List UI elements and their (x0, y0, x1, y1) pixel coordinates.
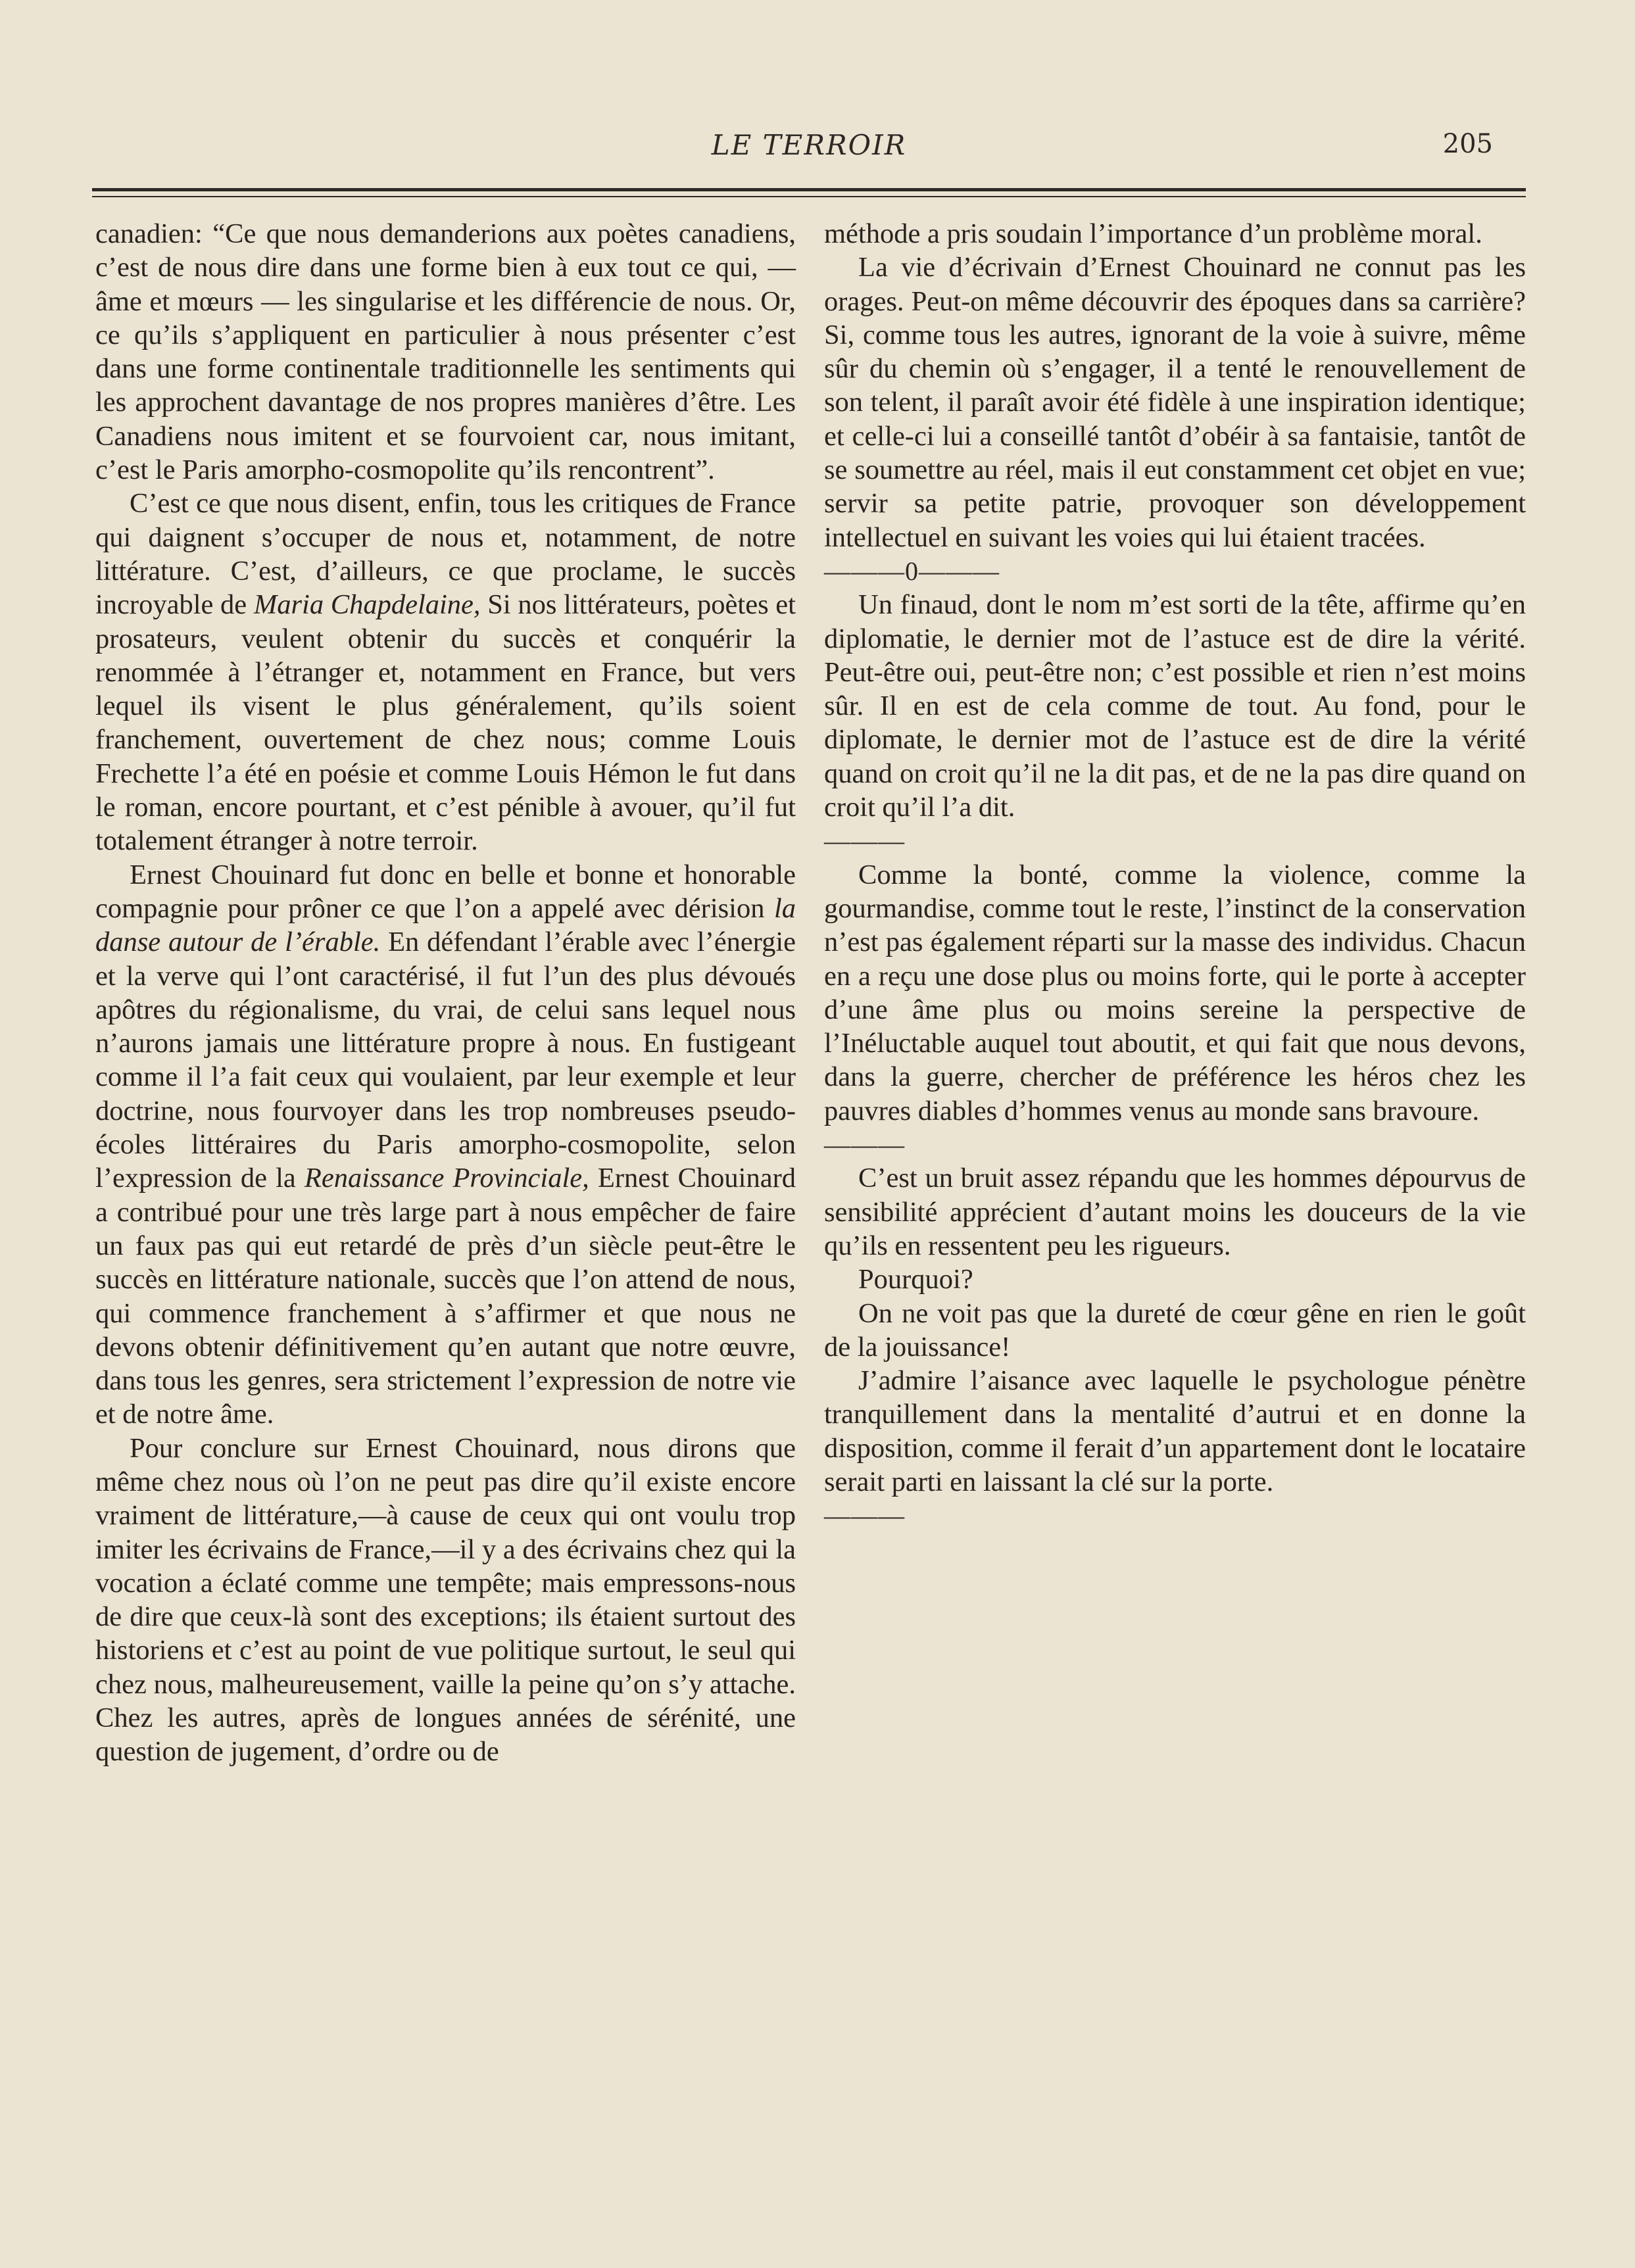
running-title: LE TERROIR (711, 129, 907, 161)
section-separator-2: ——— (824, 826, 905, 856)
section-separator-3: ——— (824, 1130, 905, 1160)
page-number: 205 (1442, 129, 1493, 159)
right-paragraph-1: méthode a pris soudain l’importance d’un problème moral. (824, 218, 1482, 249)
section-separator-1: ———0——— (824, 556, 1000, 586)
left-paragraph-3-text-b: En défendant l’érable avec l’énergie et la verve qui l’ont caractérisé, il fut l’un des plus dévoués apôtres du régionalisme, du vrai, de celui sans lequel nous n’aurons jamais une littérature propre à nous. En fustigeant comme il l’a fait ceux qui voulaient, par leur exemple et leur doctrine, nous fourvoyer dans les trop nombreuses pseudo-écoles littéraires du Paris amorpho-cosmopolite, selon l’expression de la (95, 927, 796, 1194)
left-paragraph-3-text-a: Ernest Chouinard fut donc en belle et bonne et honorable compagnie pour prôner ce que l’on a appelé avec dérision (95, 859, 796, 924)
left-paragraph-3 (95, 858, 796, 1432)
right-paragraph-8: J’admire l’aisance avec laquelle le psychologue pénètre tranquillement dans la mentalité d’autrui et en donne la disposition, comme il ferait d’un appartement dont le locataire serait parti en laissant la clé sur la porte. (824, 1365, 1526, 1497)
phrase-danse-autour-erable: la danse autour de l’érable. (95, 892, 796, 958)
left-paragraph-2 (95, 487, 796, 857)
left-paragraph-4: Pour conclure sur Ernest Chouinard, nous dirons que même chez nous où l’on ne peut pas dire qu’il existe encore vraiment de littérature,—à cause de ceux qui ont voulu trop imiter les écrivains de France,—il y a des écrivains chez qui la vocation a éclaté comme une tempête; mais empressons-nous de dire que ceux-là sont des exceptions; ils étaient surtout des historiens et c’est au point de vue politique surtout, le seul qui chez nous, malheureusement, vaille la peine qu’on s’y attache. Chez les autres, après de longues années de sérénité, une question de jugement, d’ordre ou de (95, 1432, 796, 1768)
left-column (95, 217, 796, 1769)
page-header (92, 129, 1526, 175)
left-paragraph-2-text-b: Si nos littérateurs, poètes et prosateurs, veulent obtenir du succès et conquérir la renommée à l’étranger et, notamment en France, but vers lequel ils visent le plus généralement, qu’ils soient franchement, ouvertement de chez nous; comme Louis Frechette l’a été en poésie et comme Louis Hémon le fut dans le roman, encore pourtant, et c’est pénible à avouer, qu’il fut totalement étranger à notre terroir. (95, 589, 796, 857)
left-paragraph-2-text-a: C’est ce que nous disent, enfin, tous les critiques de France qui daignent s’occuper de nous et, notamment, de notre littérature. C’est, d’ailleurs, ce que proclame, le succès incroyable de (95, 488, 796, 621)
journal-title-renaissance-provinciale: Renaissance Provinciale, (304, 1163, 589, 1194)
section-separator-4: ——— (824, 1501, 905, 1531)
header-rule-thin (92, 196, 1526, 197)
book-title-maria-chapdelaine: Maria Chapdelaine, (253, 589, 481, 621)
right-paragraph-7: On ne voit pas que la dureté de cœur gêne en rien le goût de la jouissance! (824, 1297, 1526, 1363)
left-paragraph-1: canadien: “Ce que nous demanderions aux poètes canadiens, c’est de nous dire dans une forme bien à eux tout ce qui, — âme et mœurs — les singularise et les différencie de nous. Or, ce qu’ils s’appliquent en particulier à nous présenter c’est dans une forme continentale traditionnelle les sentiments qui les approchent davantage de nos propres manières d’être. Les Canadiens nous imitent et se fourvoient car, nous imitant, c’est le Paris amorpho-cosmopolite qu’ils rencontrent”. (95, 218, 796, 486)
right-paragraph-5: C’est un bruit assez répandu que les hommes dépourvus de sensibilité apprécient d’autant moins les douceurs de la vie qu’ils en ressentent peu les rigueurs. (824, 1163, 1526, 1261)
right-paragraph-4: Comme la bonté, comme la violence, comme la gourmandise, comme tout le reste, l’instinct de la conservation n’est pas également réparti sur la masse des individus. Chacun en a reçu une dose plus ou moins forte, qui le porte à accepter d’une âme plus ou moins sereine la perspective de l’Inéluctable auquel tout aboutit, et qui fait que nous devons, dans la guerre, chercher de préférence les héros chez les pauvres diables d’hommes venus au monde sans bravoure. (824, 859, 1526, 1126)
right-paragraph-2: La vie d’écrivain d’Ernest Chouinard ne connut pas les orages. Peut-on même découvrir des époques dans sa carrière? Si, comme tous les autres, ignorant de la voie à suivre, même sûr du chemin où s’engager, il a tenté le renouvellement de son telent, il paraît avoir été fidèle à une inspiration identique; et celle-ci lui a conseillé tantôt d’obéir à sa fantaisie, tantôt de se soumettre au réel, mais il eut constamment cet objet en vue; servir sa petite patrie, provoquer son développement intellectuel en suivant les voies qui lui étaient tracées. (824, 252, 1526, 553)
right-paragraph-6: Pourquoi? (858, 1264, 973, 1295)
header-rule-thick (92, 188, 1526, 191)
right-column (824, 217, 1526, 1533)
right-paragraph-3: Un finaud, dont le nom m’est sorti de la tête, affirme qu’en diplomatie, le dernier mot de l’astuce est de dire la vérité. Peut-être oui, peut-être non; c’est possible et rien n’est moins sûr. Il en est de cela comme de tout. Au fond, pour le diplomate, le dernier mot de l’astuce est de dire la vérité quand on croit qu’il ne la dit pas, et de ne la pas dire quand on croit qu’il l’a dit. (824, 589, 1526, 823)
left-paragraph-3-text-c: Ernest Chouinard a contribué pour une très large part à nous empêcher de faire un faux pas qui eut retardé de près d’un siècle peut-être le succès en littérature nationale, succès que l’on attend de nous, qui commence franchement à s’affirmer et que nous ne devons obtenir définitivement qu’en autant que notre œuvre, dans tous les genres, sera strictement l’expression de notre vie et de notre âme. (95, 1163, 796, 1430)
